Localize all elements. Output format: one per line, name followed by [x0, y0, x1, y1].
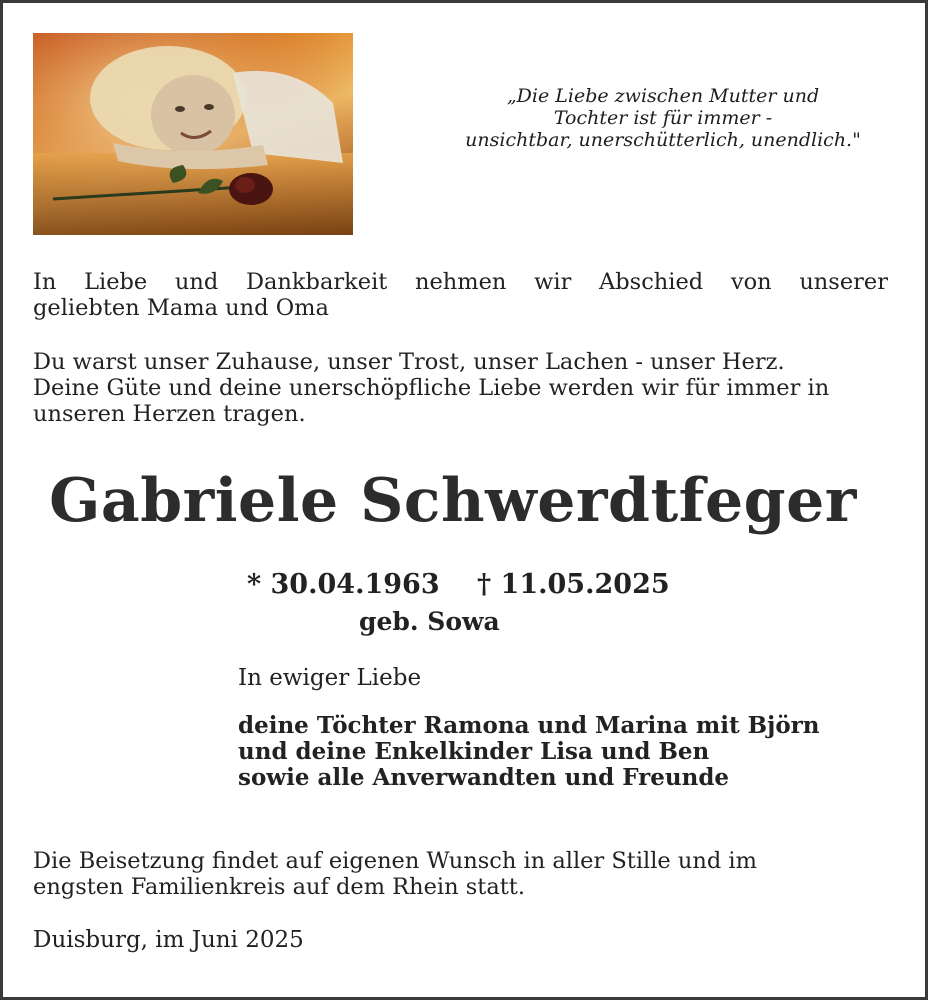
place-date: Duisburg, im Juni 2025	[33, 927, 304, 953]
maiden-name: geb. Sowa	[359, 607, 500, 636]
deceased-name: Gabriele Schwerdtfeger	[49, 466, 857, 536]
quote	[433, 85, 893, 151]
portrait-photo	[33, 33, 353, 235]
intro-word: unserer	[799, 269, 888, 295]
tribute-paragraph	[33, 349, 903, 427]
intro-word: nehmen	[414, 269, 507, 295]
funeral-line: Die Beisetzung findet auf eigenen Wunsch in aller Stille und im	[33, 848, 757, 874]
intro-word: wir	[534, 269, 572, 295]
birth-date: * 30.04.1963	[247, 569, 440, 600]
intro-word: Dankbarkeit	[245, 269, 388, 295]
intro-word: von	[730, 269, 772, 295]
tribute-line: Du warst unser Zuhause, unser Trost, unser Lachen - unser Herz.	[33, 349, 785, 375]
death-date: † 11.05.2025	[477, 569, 670, 600]
tribute-line: Deine Güte und deine unerschöpfliche Liebe werden wir für immer in	[33, 375, 830, 401]
quote-line: Tochter ist für immer -	[553, 107, 773, 129]
intro-word: In	[33, 269, 57, 295]
life-dates	[247, 569, 670, 600]
intro-word: Liebe	[84, 269, 148, 295]
quote-line: „Die Liebe zwischen Mutter und	[506, 85, 820, 107]
intro-paragraph	[33, 269, 903, 321]
quote-line: unsichtbar, unerschütterlich, unendlich."	[465, 129, 861, 151]
signoff-intro: In ewiger Liebe	[238, 665, 422, 691]
intro-word: und	[174, 269, 219, 295]
tribute-line: unseren Herzen tragen.	[33, 401, 306, 427]
mourner-line: und deine Enkelkinder Lisa und Ben	[238, 738, 710, 765]
intro-line-1	[33, 269, 888, 295]
funeral-note	[33, 848, 903, 900]
mourners-list	[238, 713, 820, 791]
funeral-line: engsten Familienkreis auf dem Rhein statt.	[33, 874, 526, 900]
portrait-with-rose-icon	[33, 33, 353, 235]
mourner-line: sowie alle Anverwandten und Freunde	[238, 764, 730, 791]
intro-word: Abschied	[599, 269, 704, 295]
intro-line-2: geliebten Mama und Oma	[33, 295, 329, 321]
mourner-line: deine Töchter Ramona und Marina mit Björn	[238, 712, 820, 739]
